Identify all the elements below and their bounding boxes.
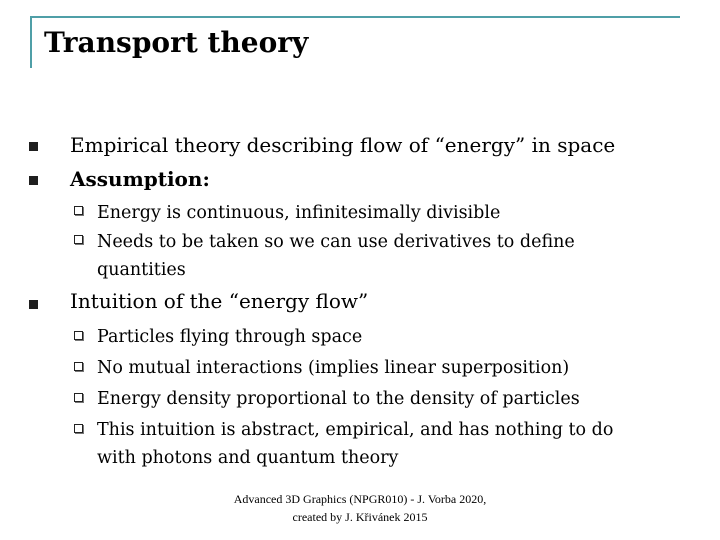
sub-bullet-text: Energy density proportional to the density of particles <box>97 389 580 409</box>
footer-line: Advanced 3D Graphics (NPGR010) - J. Vorba 2020, <box>233 492 487 506</box>
filled-square-bullet-icon <box>29 142 38 151</box>
sub-bullet-text: No mutual interactions (implies linear superposition) <box>97 358 570 378</box>
slide-footer <box>180 490 540 526</box>
hollow-square-bullet-icon <box>74 206 83 215</box>
hollow-square-bullet-icon <box>74 362 83 371</box>
hollow-square-bullet-icon <box>74 393 83 402</box>
bullet-text: Assumption: <box>70 167 210 191</box>
footer-line: created by J. Křivánek 2015 <box>292 510 428 524</box>
sub-bullet-text: Particles flying through space <box>97 327 363 347</box>
bullet-text: Intuition of the “energy flow” <box>70 289 369 313</box>
slide-title: Transport theory <box>44 26 309 59</box>
bullet-text: Empirical theory describing flow of “energy” in space <box>70 133 616 157</box>
sub-bullet-text-continuation: with photons and quantum theory <box>97 448 399 468</box>
hollow-square-bullet-icon <box>74 424 83 433</box>
sub-bullet-text: Energy is continuous, infinitesimally divisible <box>97 203 501 223</box>
sub-bullet-text: This intuition is abstract, empirical, and has nothing to do <box>97 420 614 440</box>
hollow-square-bullet-icon <box>74 235 83 244</box>
filled-square-bullet-icon <box>29 176 38 185</box>
filled-square-bullet-icon <box>29 300 38 309</box>
sub-bullet-text: Needs to be taken so we can use derivatives to define <box>97 232 575 252</box>
hollow-square-bullet-icon <box>74 331 83 340</box>
sub-bullet-text-continuation: quantities <box>97 260 186 280</box>
